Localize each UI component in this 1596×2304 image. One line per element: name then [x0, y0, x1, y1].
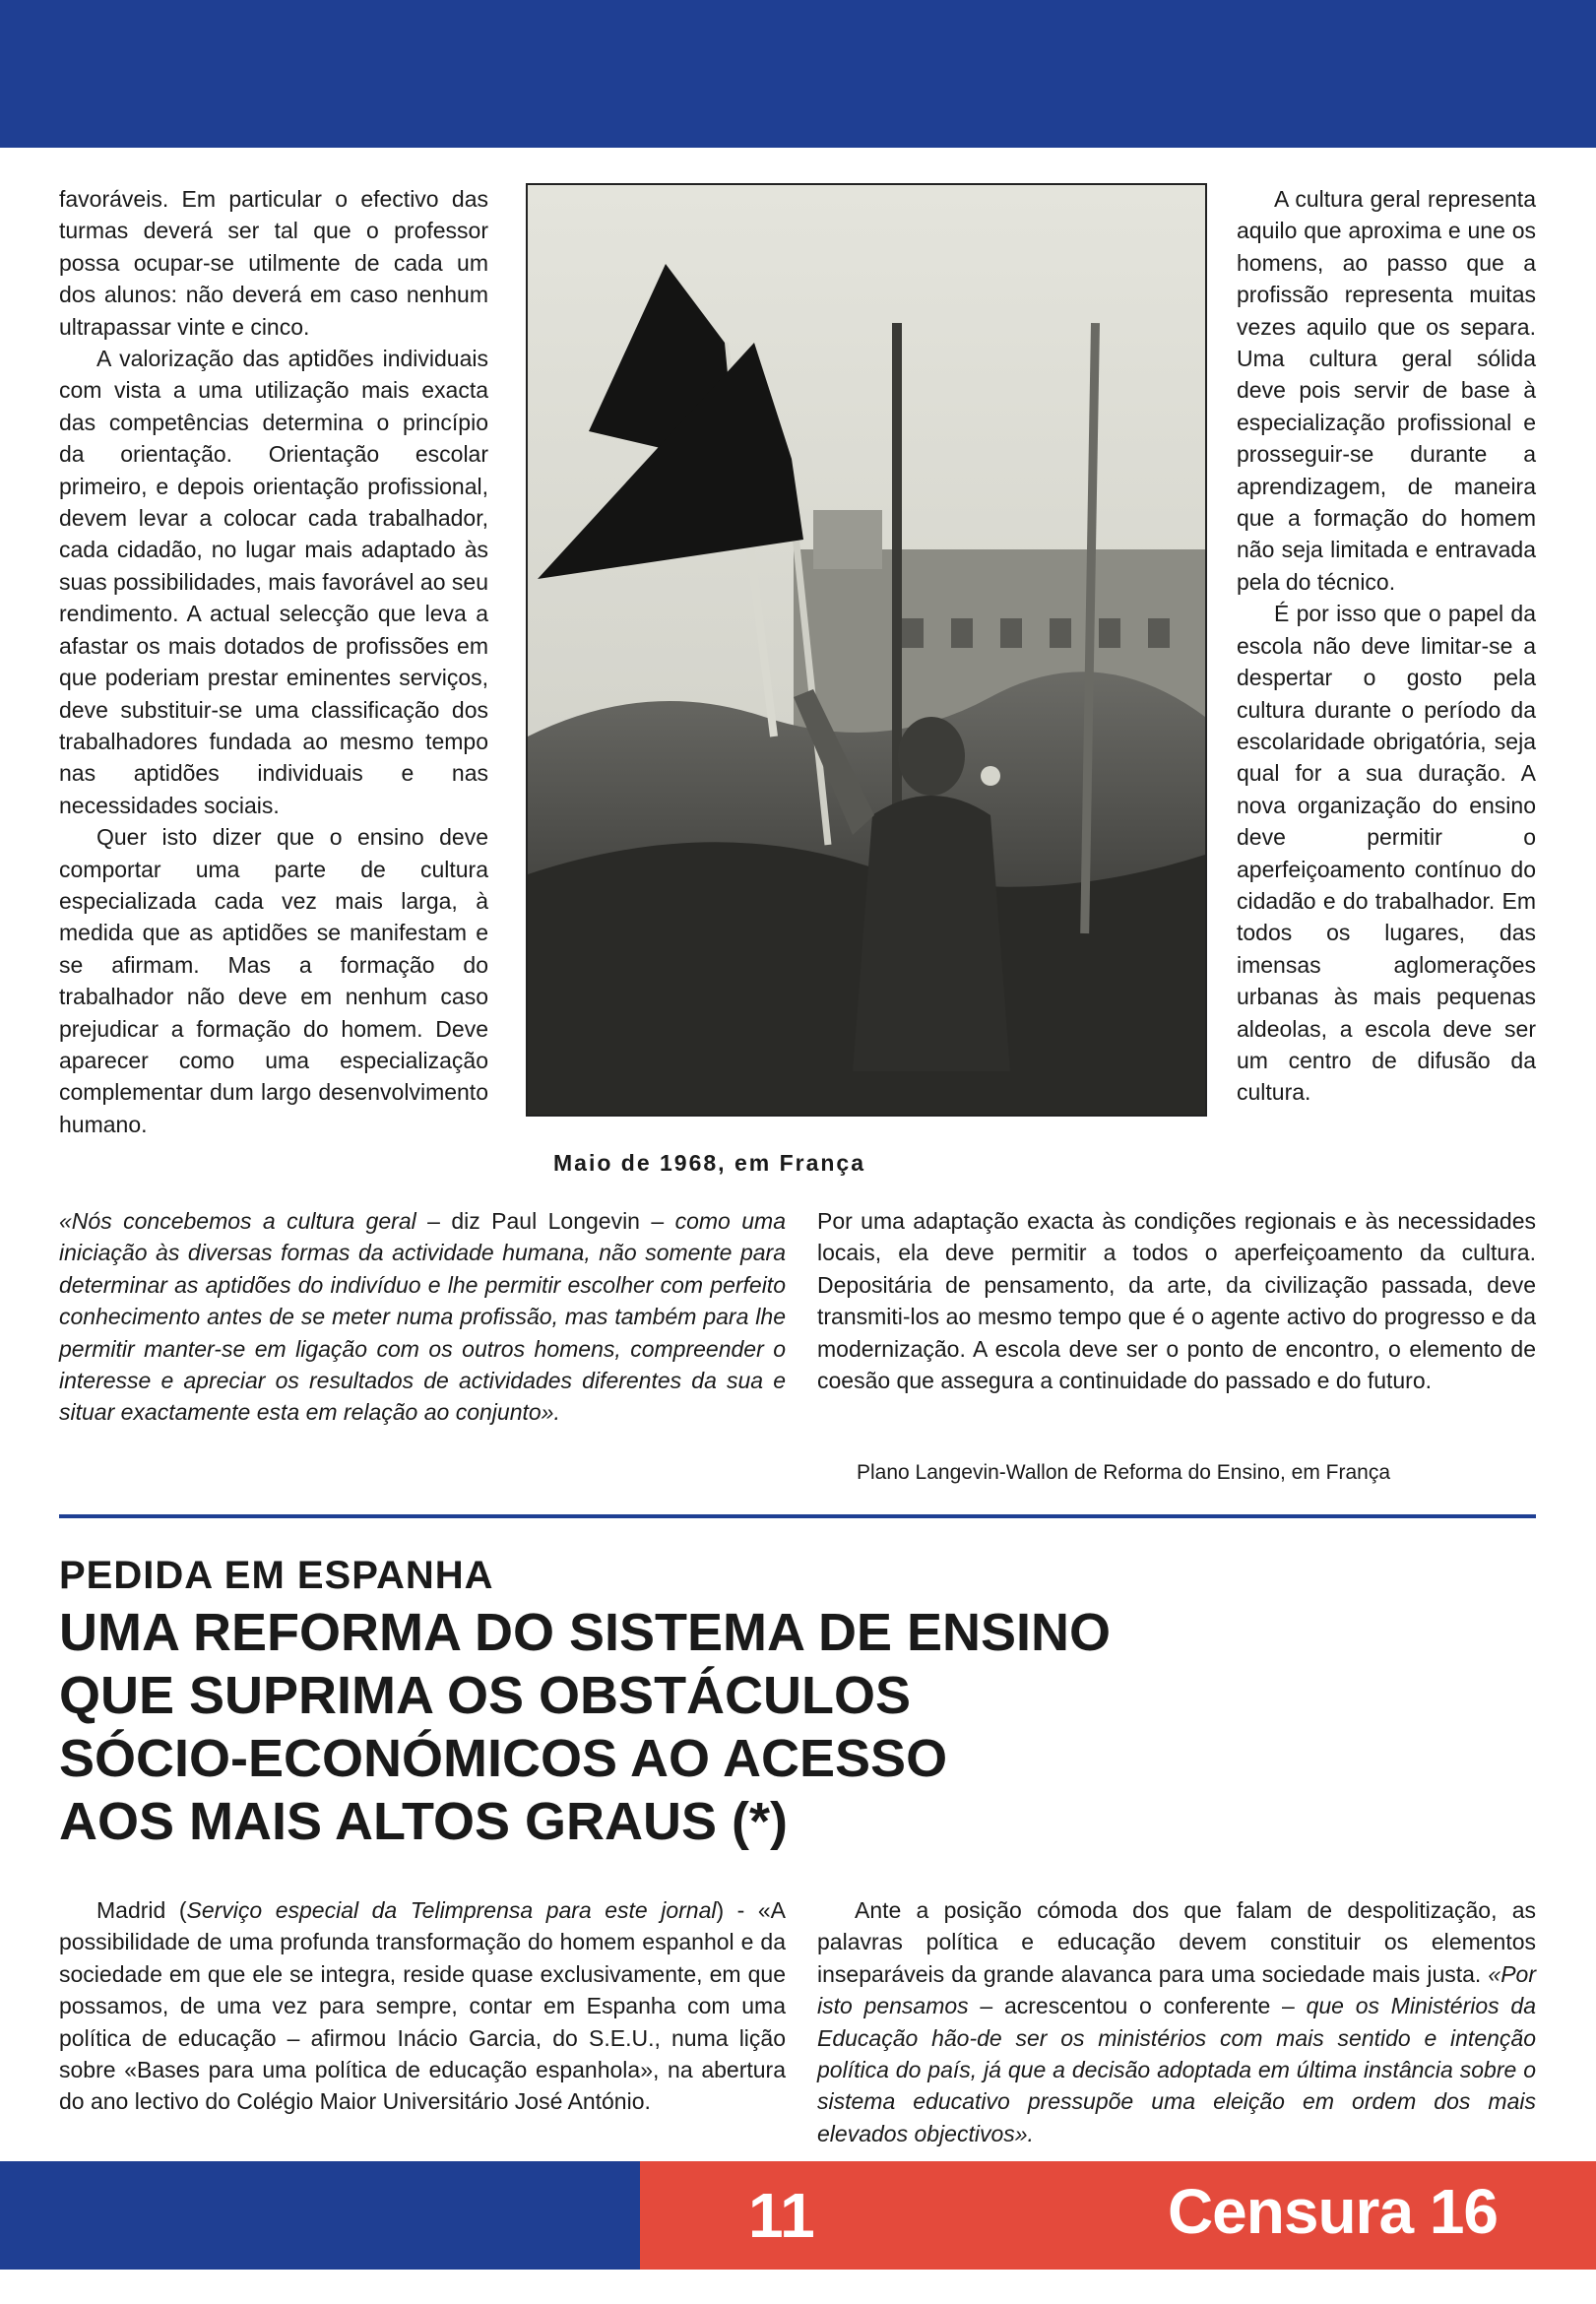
paragraph: Quer isto dizer que o ensino deve comportar uma parte de cultura especializada cada vez mais larga, à medida que as aptidões se manifestam e se afirmam. Mas a formação do trabalhador não deve em nenhum caso prejudicar a formação do homem. Deve aparecer como uma especialização complementar dum largo desenvolvimento humano. [59, 824, 488, 1137]
headline-line: SÓCIO-ECONÓMICOS AO ACESSO [59, 1729, 948, 1788]
article2-kicker: PEDIDA EM ESPANHA [59, 1554, 494, 1597]
article-source: Plano Langevin-Wallon de Reforma do Ensino, em França [857, 1461, 1391, 1484]
paragraph [817, 1894, 1536, 2149]
news-service: Serviço especial da Telimprensa para este jornal [186, 1897, 717, 1923]
paragraph-text: ) - «A possibilidade de uma profunda transformação do homem espanhol e da sociedade em que ele se integra, reside quase exclusivamente, em que possamos, de uma vez para sempre, contar em Espanha com uma política de educação – afirmou Inácio Garcia, do S.E.U., numa lição sobre «Bases para uma política de educação espanhola», na abertura do ano lectivo do Colégio Maior Universitário José António. [59, 1897, 786, 2115]
dateline: Madrid ( [96, 1897, 187, 1923]
paragraph [59, 1894, 786, 2118]
article2-headline [59, 1601, 1142, 1853]
protest-photo [526, 183, 1207, 1117]
quote-attribution: – acrescentou o conferente – [968, 1993, 1307, 2019]
quote-intro: «Nós concebemos a cultura geral [59, 1208, 416, 1234]
article-bottom-right [817, 1205, 1536, 1396]
quote-intro: «Por isto pensamos [817, 1960, 1536, 2019]
paragraph: A cultura geral representa aquilo que aproxima e une os homens, ao passo que a profissão representa muitas vezes aquilo que os separa. Uma cultura geral sólida deve pois servir de base à especialização profissional e prosseguir-se durante a aprendizagem, de maneira que a formação do homem não seja limitada e entravada pela do técnico. [1237, 186, 1536, 595]
page-footer [0, 2161, 1596, 2270]
footer-blue-band [0, 2161, 640, 2270]
quote-attribution: – diz Paul Longevin – [415, 1208, 675, 1234]
paragraph [59, 1205, 786, 1429]
article2-column-1 [59, 1894, 786, 2118]
section-divider [59, 1514, 1536, 1518]
paragraph: A valorização das aptidões individuais com vista a uma utilização mais exacta das competências determina o princípio da orientação. Orientação escolar primeiro, e depois orientação profissional, devem levar a colocar cada trabalhador, cada cidadão, no lugar mais adaptado às suas possibilidades, mais favorável ao seu rendimento. A actual selecção que leva a afastar os mais dotados de profissões em que poderiam prestar eminentes serviços, deve substituir-se uma classificação dos trabalhadores fundada ao mesmo tempo nas aptidões individuais e nas necessidades sociais. [59, 346, 488, 818]
page-number: 11 [748, 2180, 815, 2251]
photo-caption: Maio de 1968, em França [553, 1150, 866, 1176]
paragraph: É por isso que o papel da escola não deve limitar-se a despertar o gosto pela cultura durante o período da escolaridade obrigatória, seja qual for a sua duração. A nova organização do ensino deve permitir o aperfeiçoamento contínuo do cidadão e do trabalhador. Em todos os lugares, das imensas aglomerações urbanas às mais pequenas aldeolas, a escola deve ser um centro de difusão da cultura. [1237, 601, 1536, 1106]
headline-line: AOS MAIS ALTOS GRAUS (*) [59, 1792, 789, 1851]
quote-body: como uma iniciação às diversas formas da actividade humana, não somente para determinar as aptidões do indivíduo e lhe permitir escolher com perfeito conhecimento antes de se meter numa profissão, mas também para lhe permitir manter-se em ligação com os outros homens, compreender o interesse e apreciar os resultados de actividades diferentes da sua e situar exactamente esta em relação ao conjunto». [59, 1208, 787, 1426]
headline-line: QUE SUPRIMA OS OBSTÁCULOS [59, 1666, 912, 1725]
paragraph: Por uma adaptação exacta às condições regionais e às necessidades locais, ela deve permitir a todos o aperfeiçoamento da cultura. Depositária de pensamento, da arte, da civilização passada, deve transmiti-los ao mesmo tempo que é o agente activo do progresso e da modernização. A escola deve ser o ponto de encontro, o elemento de coesão que assegura a continuidade do passado e do futuro. [817, 1208, 1536, 1394]
article-left-column [59, 183, 488, 1140]
paragraph-text: Ante a posição cómoda dos que falam de despolitização, as palavras política e educação devem constituir os elementos inseparáveis da grande alavanca para uma sociedade mais justa. [817, 1897, 1536, 1987]
quote-body: que os Ministérios da Educação hão-de ser os ministérios com mais sentido e intenção política do país, já que a decisão adoptada em última instância sobre o sistema educativo pressupõe uma eleição em ordem dos mais elevados objectivos». [817, 1993, 1536, 2146]
article-right-column [1237, 183, 1536, 1109]
article2-column-2 [817, 1894, 1536, 2149]
headline-line: UMA REFORMA DO SISTEMA DE ENSINO [59, 1603, 1112, 1662]
protest-photo-illustration [528, 185, 1205, 1115]
top-color-band [0, 0, 1596, 148]
paragraph: favoráveis. Em particular o efectivo das turmas deverá ser tal que o professor possa ocupar-se utilmente de cada um dos alunos: não deverá em caso nenhum ultrapassar vinte e cinco. [59, 186, 488, 340]
magazine-title: Censura 16 [1167, 2176, 1498, 2247]
article-quote-block [59, 1205, 786, 1429]
